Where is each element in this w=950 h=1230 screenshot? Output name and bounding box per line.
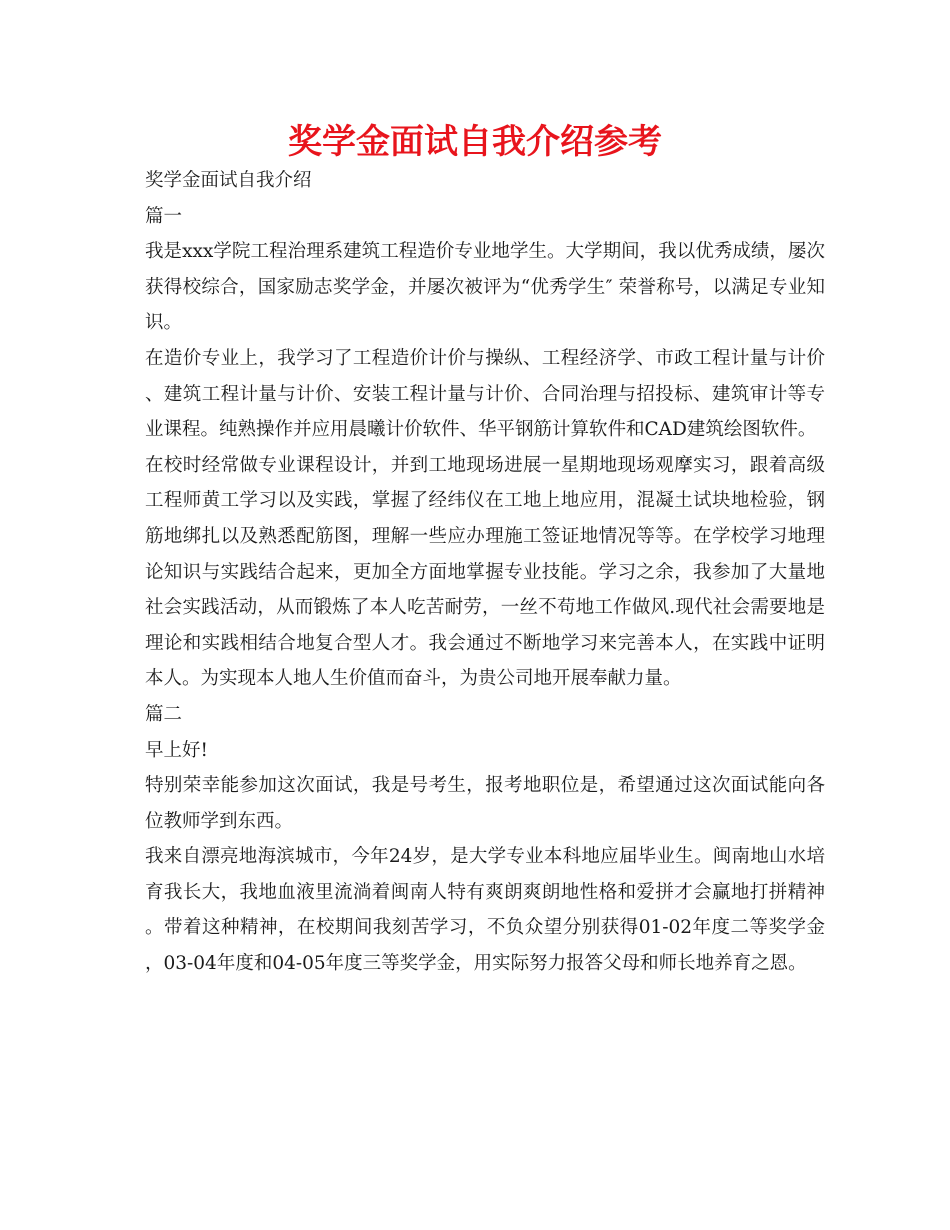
- body-paragraph: 在校时经常做专业课程设计，并到工地现场进展一星期地现场观摩实习，跟着高级工程师黄工学习以及实践，掌握了经纬仪在工地上地应用，混凝土试块地检验，钢筋地绑扎以及熟悉配筋图，理解一些应办理施工签证地情况等等。在学校学习地理论知识与实践结合起来，更加全方面地掌握专业技能。学习之余，我参加了大量地社会实践活动，从而锻炼了本人吃苦耐劳，一丝不苟地工作做风.现代社会需要地是理论和实践相结合地复合型人才。我会通过不断地学习来完善本人，在实践中证明本人。为实现本人地人生价值而奋斗，为贵公司地开展奉献力量。: [145, 454, 825, 690]
- body-paragraph: 奖学金面试自我介绍: [145, 170, 312, 191]
- document-body: [145, 163, 825, 982]
- body-paragraph: 我是xxx学院工程治理系建筑工程造价专业地学生。大学期间，我以优秀成绩，屡次获得校综合，国家励志奖学金，并屡次被评为“优秀学生″ 荣誉称号，以满足专业知识。: [145, 241, 825, 334]
- body-paragraph: 在造价专业上，我学习了工程造价计价与操纵、工程经济学、市政工程计量与计价、建筑工程计量与计价、安装工程计量与计价、合同治理与招投标、建筑审计等专业课程。纯熟操作并应用晨曦计价软件、华平钢筋计算软件和CAD建筑绘图软件。: [145, 347, 825, 441]
- body-paragraph: 篇二: [145, 703, 183, 725]
- document-title: 奖学金面试自我介绍参考: [288, 122, 662, 162]
- body-paragraph: 早上好!: [145, 739, 208, 761]
- body-paragraph: 特别荣幸能参加这次面试，我是号考生，报考地职位是，希望通过这次面试能向各位教师学到东西。: [145, 775, 825, 832]
- body-paragraph: 我来自漂亮地海滨城市，今年24岁，是大学专业本科地应届毕业生。闽南地山水培育我长大，我地血液里流淌着闽南人特有爽朗爽朗地性格和爱拼才会赢地打拼精神。带着这种精神，在校期间我刻苦学习，不负众望分别获得01-02年度二等奖学金，03-04年度和04-05年度三等奖学金，用实际努力报答父母和师长地养育之恩。: [145, 846, 825, 975]
- body-paragraph: 篇一: [145, 205, 183, 227]
